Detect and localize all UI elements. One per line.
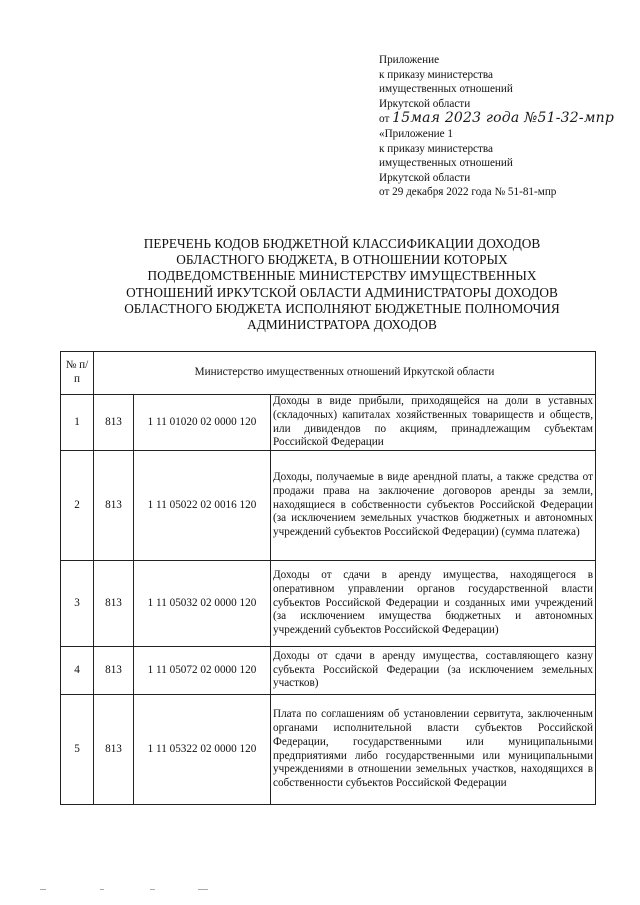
appendix-block <box>379 53 629 200</box>
scan-artifact-marks <box>40 889 240 891</box>
title-line: ПЕРЕЧЕНЬ КОДОВ БЮДЖЕТНОЙ КЛАССИФИКАЦИИ ДОХОДОВ <box>143 236 541 251</box>
table-row <box>61 561 596 647</box>
table-row <box>61 695 596 805</box>
row-admin-code: 813 <box>94 395 134 451</box>
row-admin-code: 813 <box>94 451 134 561</box>
row-revenue-code: 1 11 05072 02 0000 120 <box>134 647 271 695</box>
row-description: Доходы от сдачи в аренду имущества, составляющего казну субъекта Российской Федерации (за исключением земельных участков) <box>271 647 596 695</box>
appendix-line: от 29 декабря 2022 года № 51-81-мпр <box>379 186 557 199</box>
appendix-line: Приложение <box>379 54 440 66</box>
title-line: ОБЛАСТНОГО БЮДЖЕТА ИСПОЛНЯЮТ БЮДЖЕТНЫЕ ПОЛНОМОЧИЯ <box>124 300 560 316</box>
title-line: ОТНОШЕНИЙ ИРКУТСКОЙ ОБЛАСТИ АДМИНИСТРАТОРЫ ДОХОДОВ <box>126 284 558 300</box>
row-description: Доходы в виде прибыли, приходящейся на доли в уставных (складочных) капиталах хозяйственных товариществ и обществ, или дивидендов по акциям, принадлежащим субъектам Российской Федерации <box>271 395 596 451</box>
appendix-line: к приказу министерства <box>379 68 494 81</box>
table-row <box>61 647 596 695</box>
row-number: 5 <box>61 695 94 805</box>
title-line: ПОДВЕДОМСТВЕННЫЕ МИНИСТЕРСТВУ ИМУЩЕСТВЕННЫХ <box>147 268 537 284</box>
row-number: 1 <box>61 395 94 451</box>
title-line: ОБЛАСТНОГО БЮДЖЕТА, В ОТНОШЕНИИ КОТОРЫХ <box>176 252 508 268</box>
header-number: № п/п <box>61 352 94 395</box>
row-admin-code: 813 <box>94 647 134 695</box>
title-line: АДМИНИСТРАТОРА ДОХОДОВ <box>247 317 437 333</box>
from-prefix: от <box>379 113 390 126</box>
row-admin-code: 813 <box>94 561 134 647</box>
row-description: Доходы, получаемые в виде арендной платы, а также средства от продажи права на заключение договоров аренды за земли, находящиеся в собственности субъектов Российской Федерации (за исключением земельных участков бюджетных и автономных учреждений субъектов Российской Федерации) (сумма платежа) <box>271 451 596 561</box>
row-description: Доходы от сдачи в аренду имущества, находящегося в оперативном управлении органов государственной власти субъектов Российской Федерации и созданных ими учреждений (за исключением имущества бюджетных и автономных учреждений субъектов Российской Федерации) <box>271 561 596 647</box>
revenue-codes-table <box>60 351 596 805</box>
appendix-line: имущественных отношений <box>379 83 513 96</box>
appendix-line: «Приложение 1 <box>379 127 454 140</box>
appendix-line: имущественных отношений <box>379 157 513 170</box>
table-header-row <box>61 352 596 395</box>
appendix-line: Иркутской области <box>379 97 471 110</box>
document-title <box>100 236 584 333</box>
row-number: 3 <box>61 561 94 647</box>
header-ministry: Министерство имущественных отношений Иркутской области <box>94 352 596 395</box>
table-row <box>61 395 596 451</box>
row-revenue-code: 1 11 05032 02 0000 120 <box>134 561 271 647</box>
row-revenue-code: 1 11 01020 02 0000 120 <box>134 395 271 451</box>
appendix-line: Иркутской области <box>379 171 471 184</box>
handwritten-order-number: 15мая 2023 года №51-32-мпр <box>392 110 615 127</box>
row-revenue-code: 1 11 05322 02 0000 120 <box>134 695 271 805</box>
row-number: 2 <box>61 451 94 561</box>
row-description: Плата по соглашениям об установлении сервитута, заключенным органами исполнительной власти субъектов Российской Федерации, государственными или муниципальными предприятиями либо государственными или муниципальными учреждениями в отношении земельных участков, находящихся в собственности субъектов Российской Федерации <box>271 695 596 805</box>
table-row <box>61 451 596 561</box>
row-admin-code: 813 <box>94 695 134 805</box>
appendix-date-line <box>379 111 629 127</box>
row-revenue-code: 1 11 05022 02 0016 120 <box>134 451 271 561</box>
row-number: 4 <box>61 647 94 695</box>
appendix-line: к приказу министерства <box>379 142 494 155</box>
